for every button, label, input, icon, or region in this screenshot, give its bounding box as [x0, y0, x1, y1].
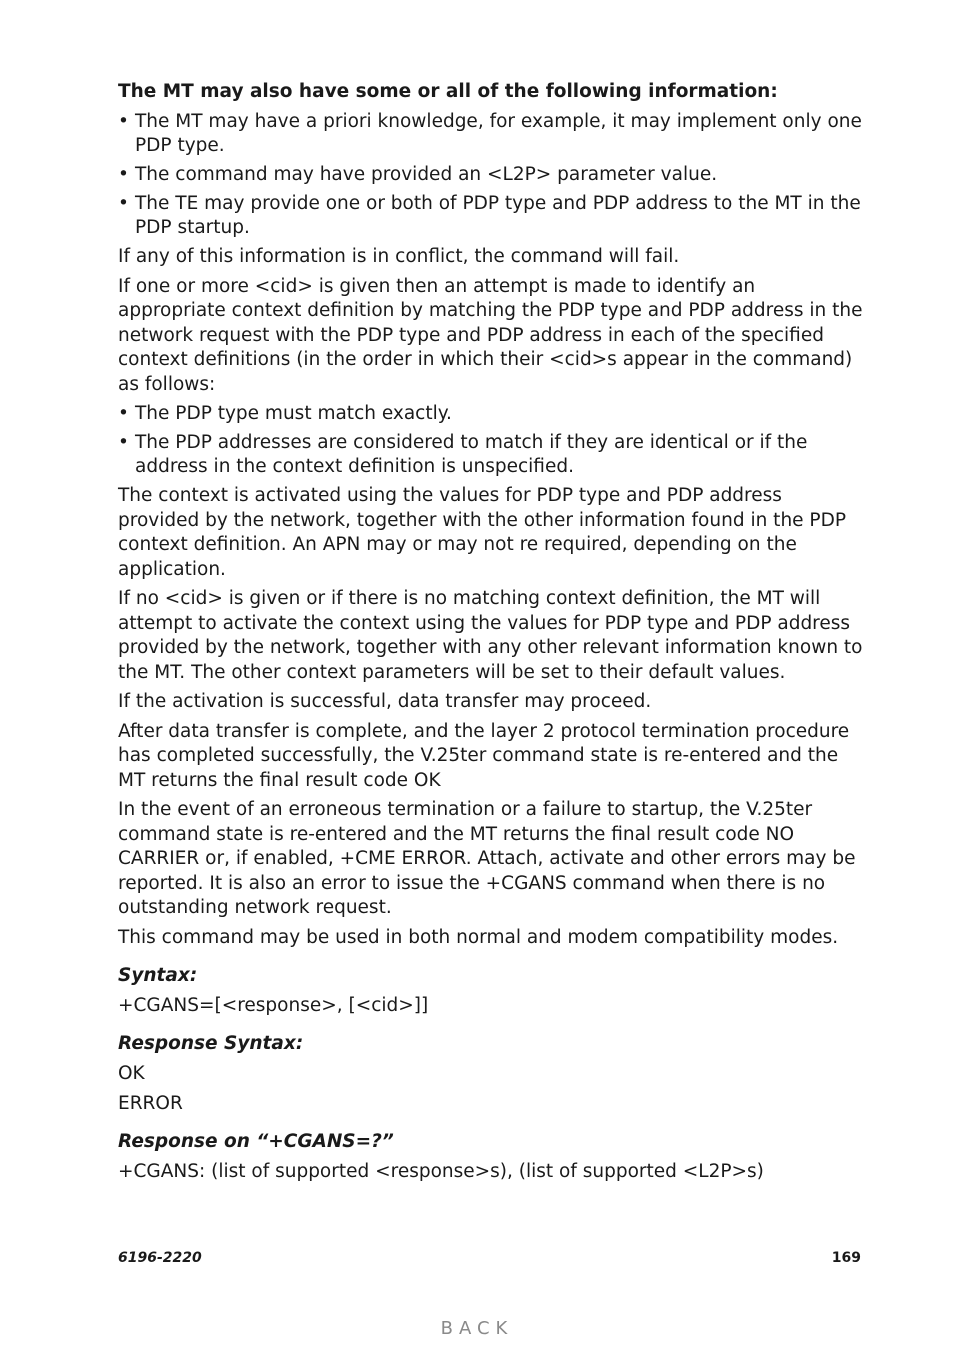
section-heading: The MT may also have some or all of the following information: — [118, 81, 778, 102]
paragraph: After data transfer is complete, and the layer 2 protocol termination procedure has completed successfully, the V.25ter command state is re-entered and the MT returns the final result code OK — [118, 720, 850, 791]
document-number: 6196-2220 — [118, 1250, 202, 1266]
paragraph: If no <cid> is given or if there is no matching context definition, the MT will attempt to activate the context using the values for PDP type and PDP address provided by the network, together with any other relevant information known to the MT. The other context parameters will be set to their default values. — [118, 588, 863, 683]
response-on-value: +CGANS: (list of supported <response>s), (list of supported <L2P>s) — [118, 1161, 764, 1182]
response-syntax-heading: Response Syntax: — [118, 1033, 304, 1054]
paragraph: The context is activated using the values for PDP type and PDP address provided by the network, together with the other information found in the PDP context definition. An APN may or may not re required, depending on the application. — [118, 485, 846, 580]
paragraph: In the event of an erroneous termination or a failure to startup, the V.25ter command state is re-entered and the MT returns the final result code NO CARRIER or, if enabled, +CME ERROR. Attach, activate and other errors may be reported. It is also an error to issue the +CGANS command when there is no outstanding network request. — [118, 799, 856, 918]
bullet-marker: • — [118, 432, 129, 453]
bullet-marker: • — [118, 403, 129, 424]
bullet-marker: • — [118, 193, 129, 214]
response-value: ERROR — [118, 1093, 183, 1114]
back-link[interactable]: BACK — [440, 1318, 514, 1339]
list-item — [118, 431, 863, 479]
paragraph: If any of this information is in conflict, the command will fail. — [118, 246, 680, 267]
response-on-heading: Response on “+CGANS=?” — [118, 1131, 394, 1152]
paragraph: This command may be used in both normal and modem compatibility modes. — [118, 926, 839, 948]
page-number: 169 — [831, 1250, 861, 1266]
paragraph: If one or more <cid> is given then an attempt is made to identify an appropriate context definition by matching the PDP type and PDP address in the network request with the PDP type and PDP address in each of the specified context definitions (in the order in which their <cid>s appear in the command) as follows: — [118, 275, 863, 395]
bullet-marker: • — [118, 111, 129, 132]
response-value: OK — [118, 1063, 145, 1084]
list-item-text: The MT may have a priori knowledge, for example, it may implement only one PDP type. — [135, 111, 862, 156]
bullet-marker: • — [118, 164, 129, 185]
paragraph: If the activation is successful, data transfer may proceed. — [118, 691, 652, 712]
list-item — [118, 402, 863, 426]
list-item-text: The PDP type must match exactly. — [135, 403, 452, 424]
list-item-text: The TE may provide one or both of PDP type and PDP address to the MT in the PDP startup. — [135, 193, 861, 238]
list-item — [118, 192, 863, 240]
syntax-value: +CGANS=[<response>, [<cid>]] — [118, 995, 429, 1016]
syntax-heading: Syntax: — [118, 965, 198, 986]
list-item — [118, 163, 863, 187]
list-item — [118, 110, 863, 158]
list-item-text: The PDP addresses are considered to match if they are identical or if the address in the context definition is unspecified. — [135, 432, 808, 477]
list-item-text: The command may have provided an <L2P> parameter value. — [135, 164, 718, 185]
document-page — [118, 80, 863, 1190]
